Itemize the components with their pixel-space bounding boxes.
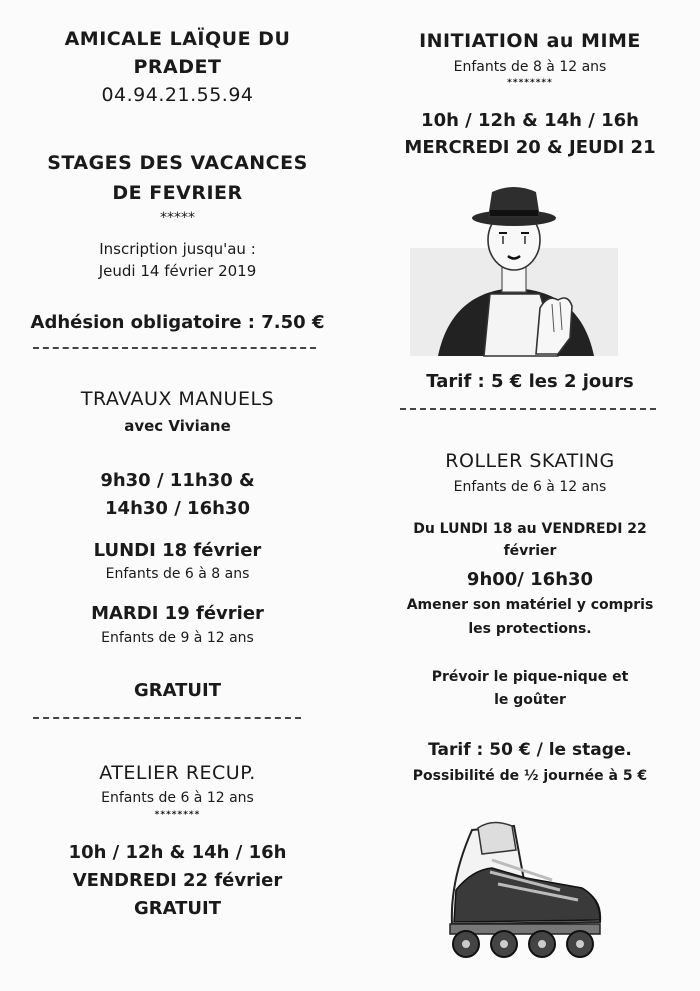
mime-tarif: Tarif : 5 € les 2 jours (426, 371, 634, 392)
org-name-line1: AMICALE LAÏQUE DU (64, 28, 291, 50)
roller-materiel-line2: les protections. (468, 621, 592, 637)
atelier-stars: ******** (154, 810, 201, 820)
atelier-title: ATELIER RECUP. (99, 762, 256, 784)
travaux-title: TRAVAUX MANUELS (80, 388, 275, 410)
roller-pique-line2: le goûter (494, 692, 566, 708)
mime-age: Enfants de 8 à 12 ans (453, 59, 607, 75)
travaux-time-line1: 9h30 / 11h30 & (100, 470, 255, 491)
travaux-instructor: avec Viviane (124, 417, 231, 435)
atelier-day: VENDREDI 22 février (72, 870, 283, 891)
roller-dates-line1: Du LUNDI 18 au VENDREDI 22 (413, 521, 647, 537)
inscription-line1: Inscription jusqu'au : (99, 240, 256, 258)
roller-materiel-line1: Amener son matériel y compris (406, 597, 654, 613)
mime-title: INITIATION au MIME (419, 30, 641, 52)
roller-pique-line1: Prévoir le pique-nique et (431, 669, 629, 685)
stages-stars: ***** (160, 210, 195, 226)
travaux-day2: MARDI 19 février (91, 603, 264, 624)
roller-half-day: Possibilité de ½ journée à 5 € (412, 768, 648, 784)
divider-2 (33, 717, 301, 719)
roller-time: 9h00/ 16h30 (466, 569, 594, 590)
travaux-age2: Enfants de 9 à 12 ans (101, 630, 254, 646)
roller-age: Enfants de 6 à 12 ans (453, 479, 607, 495)
roller-title: ROLLER SKATING (445, 450, 615, 472)
atelier-time: 10h / 12h & 14h / 16h (68, 842, 287, 863)
mime-time: 10h / 12h & 14h / 16h (421, 110, 639, 131)
stages-title-line2: DE FEVRIER (112, 182, 243, 204)
travaux-day1: LUNDI 18 février (93, 540, 262, 561)
travaux-price: GRATUIT (133, 680, 222, 701)
divider-1 (33, 347, 316, 349)
adhesion-fee: Adhésion obligatoire : 7.50 € (30, 312, 325, 333)
atelier-price: GRATUIT (133, 898, 222, 919)
travaux-age1: Enfants de 6 à 8 ans (105, 566, 250, 582)
roller-skate-illustration (432, 820, 610, 960)
roller-dates-line2: février (503, 543, 557, 559)
divider-3 (400, 408, 656, 410)
atelier-age: Enfants de 6 à 12 ans (101, 790, 254, 806)
mime-days: MERCREDI 20 & JEUDI 21 (404, 137, 656, 158)
inscription-line2: Jeudi 14 février 2019 (98, 262, 257, 280)
mime-stars: ******** (507, 78, 553, 88)
org-name-line2: PRADET (133, 56, 222, 78)
mime-illustration (408, 178, 620, 358)
org-phone: 04.94.21.55.94 (101, 84, 254, 106)
stages-title-line1: STAGES DES VACANCES (47, 152, 308, 174)
travaux-time-line2: 14h30 / 16h30 (105, 498, 250, 519)
roller-tarif: Tarif : 50 € / le stage. (428, 740, 632, 760)
